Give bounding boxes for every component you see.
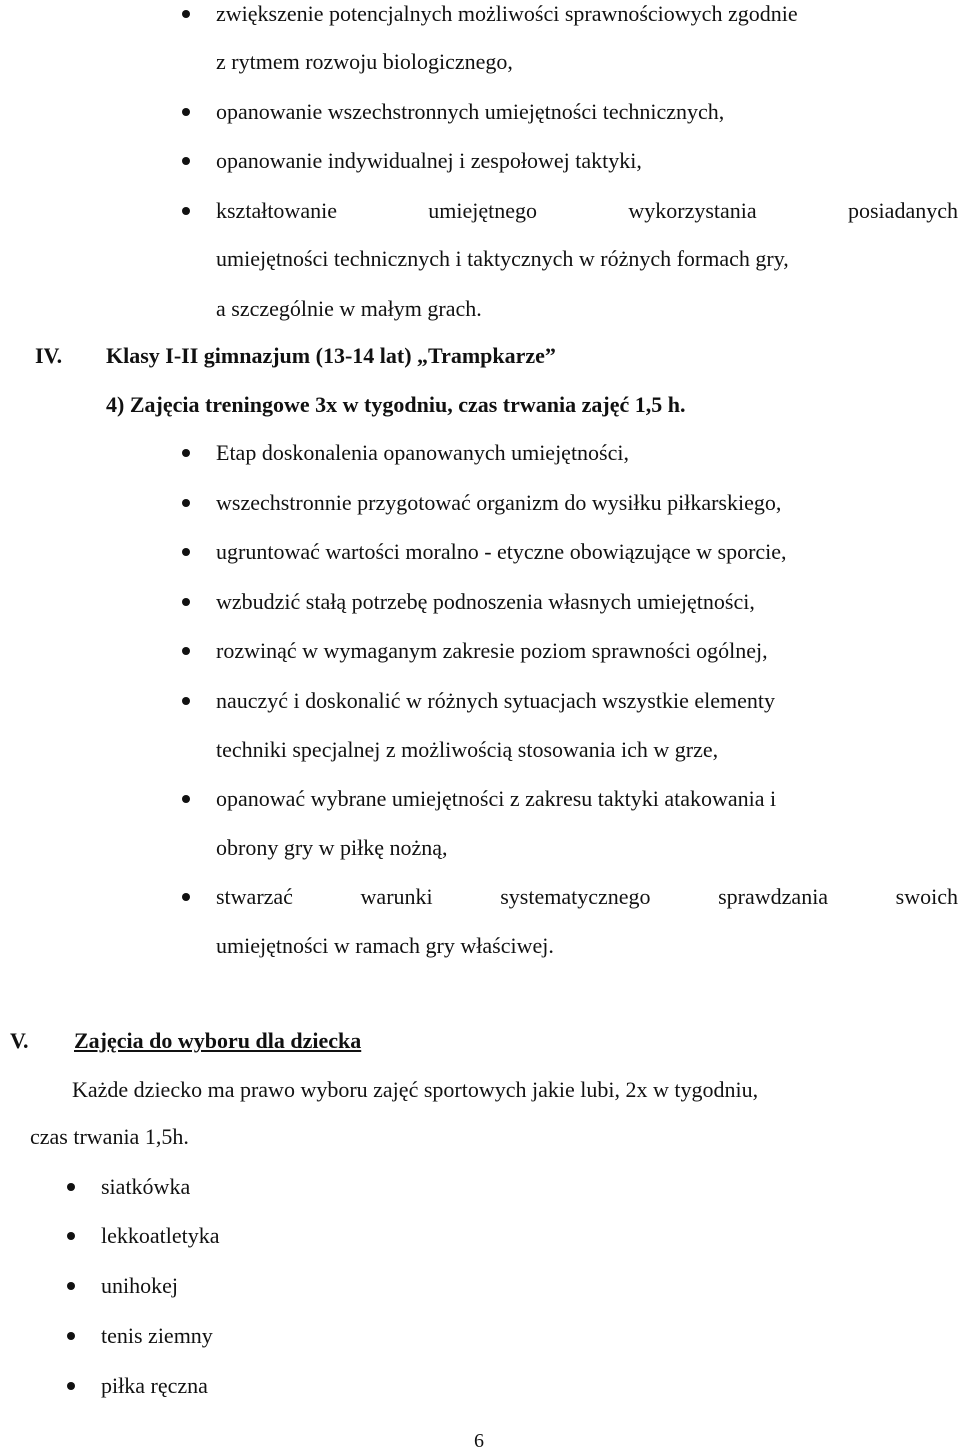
list-item-line: obrony gry w piłkę nożną, [216, 835, 448, 860]
list-item-line: rozwinąć w wymaganym zakresie poziom sprawności ogólnej, [216, 638, 768, 663]
list-item-line: a szczególnie w małym grach. [216, 296, 482, 321]
list-item: lekkoatletyka [101, 1223, 220, 1248]
bullet-icon [182, 647, 190, 655]
word: umiejętnego [428, 198, 538, 223]
section-heading: Zajęcia do wyboru dla dziecka [74, 1028, 362, 1053]
word: systematycznego [500, 884, 651, 909]
section-subheading: 4) Zajęcia treningowe 3x w tygodniu, czas trwania zajęć 1,5 h. [106, 392, 686, 417]
word: kształtowanie [216, 198, 337, 223]
list-item: unihokej [101, 1273, 178, 1298]
bullet-icon [182, 697, 190, 705]
bullet-icon [182, 598, 190, 606]
list-item-line: nauczyć i doskonalić w różnych sytuacjach wszystkie elementy [216, 688, 775, 713]
list-item-line: z rytmem rozwoju biologicznego, [216, 49, 513, 74]
bullet-icon [182, 207, 190, 215]
bullet-icon [67, 1232, 75, 1240]
page-number: 6 [474, 1430, 484, 1452]
list-item-line: opanowanie wszechstronnych umiejętności technicznych, [216, 99, 725, 124]
bullet-icon [67, 1183, 75, 1191]
section-numeral: V. [10, 1028, 29, 1053]
paragraph-line: czas trwania 1,5h. [30, 1124, 189, 1149]
bullet-icon [182, 10, 190, 18]
list-item-line: umiejętności technicznych i taktycznych w różnych formach gry, [216, 246, 789, 271]
word: sprawdzania [718, 884, 829, 909]
bullet-icon [182, 548, 190, 556]
bullet-icon [182, 893, 190, 901]
word: warunki [360, 884, 433, 909]
list-item-line [216, 198, 958, 224]
bullet-icon [182, 499, 190, 507]
list-item-line [216, 884, 958, 910]
paragraph-line: Każde dziecko ma prawo wyboru zajęć sportowych jakie lubi, 2x w tygodniu, [72, 1077, 759, 1102]
word: posiadanych [848, 198, 958, 223]
word: swoich [895, 884, 958, 909]
word: wykorzystania [628, 198, 757, 223]
list-item-line: wszechstronnie przygotować organizm do wysiłku piłkarskiego, [216, 490, 782, 515]
bullet-icon [182, 108, 190, 116]
list-item: siatkówka [101, 1174, 191, 1199]
bullet-icon [182, 795, 190, 803]
list-item-line: Etap doskonalenia opanowanych umiejętności, [216, 440, 629, 465]
list-item-line: opanować wybrane umiejętności z zakresu taktyki atakowania i [216, 786, 777, 811]
list-item: piłka ręczna [101, 1373, 208, 1398]
list-item-line: opanowanie indywidualnej i zespołowej taktyki, [216, 148, 642, 173]
list-item: tenis ziemny [101, 1323, 213, 1348]
bullet-icon [67, 1382, 75, 1390]
list-item-line: ugruntować wartości moralno - etyczne obowiązujące w sporcie, [216, 539, 787, 564]
section-heading: Klasy I-II gimnazjum (13-14 lat) „Trampkarze” [106, 343, 556, 368]
bullet-icon [67, 1332, 75, 1340]
word: stwarzać [216, 884, 293, 909]
bullet-icon [182, 157, 190, 165]
bullet-icon [67, 1282, 75, 1290]
section-numeral: IV. [35, 343, 63, 368]
list-item-line: zwiększenie potencjalnych możliwości sprawnościowych zgodnie [216, 1, 798, 26]
list-item-line: umiejętności w ramach gry właściwej. [216, 933, 554, 958]
list-item-line: techniki specjalnej z możliwością stosowania ich w grze, [216, 737, 719, 762]
bullet-icon [182, 449, 190, 457]
list-item-line: wzbudzić stałą potrzebę podnoszenia własnych umiejętności, [216, 589, 755, 614]
